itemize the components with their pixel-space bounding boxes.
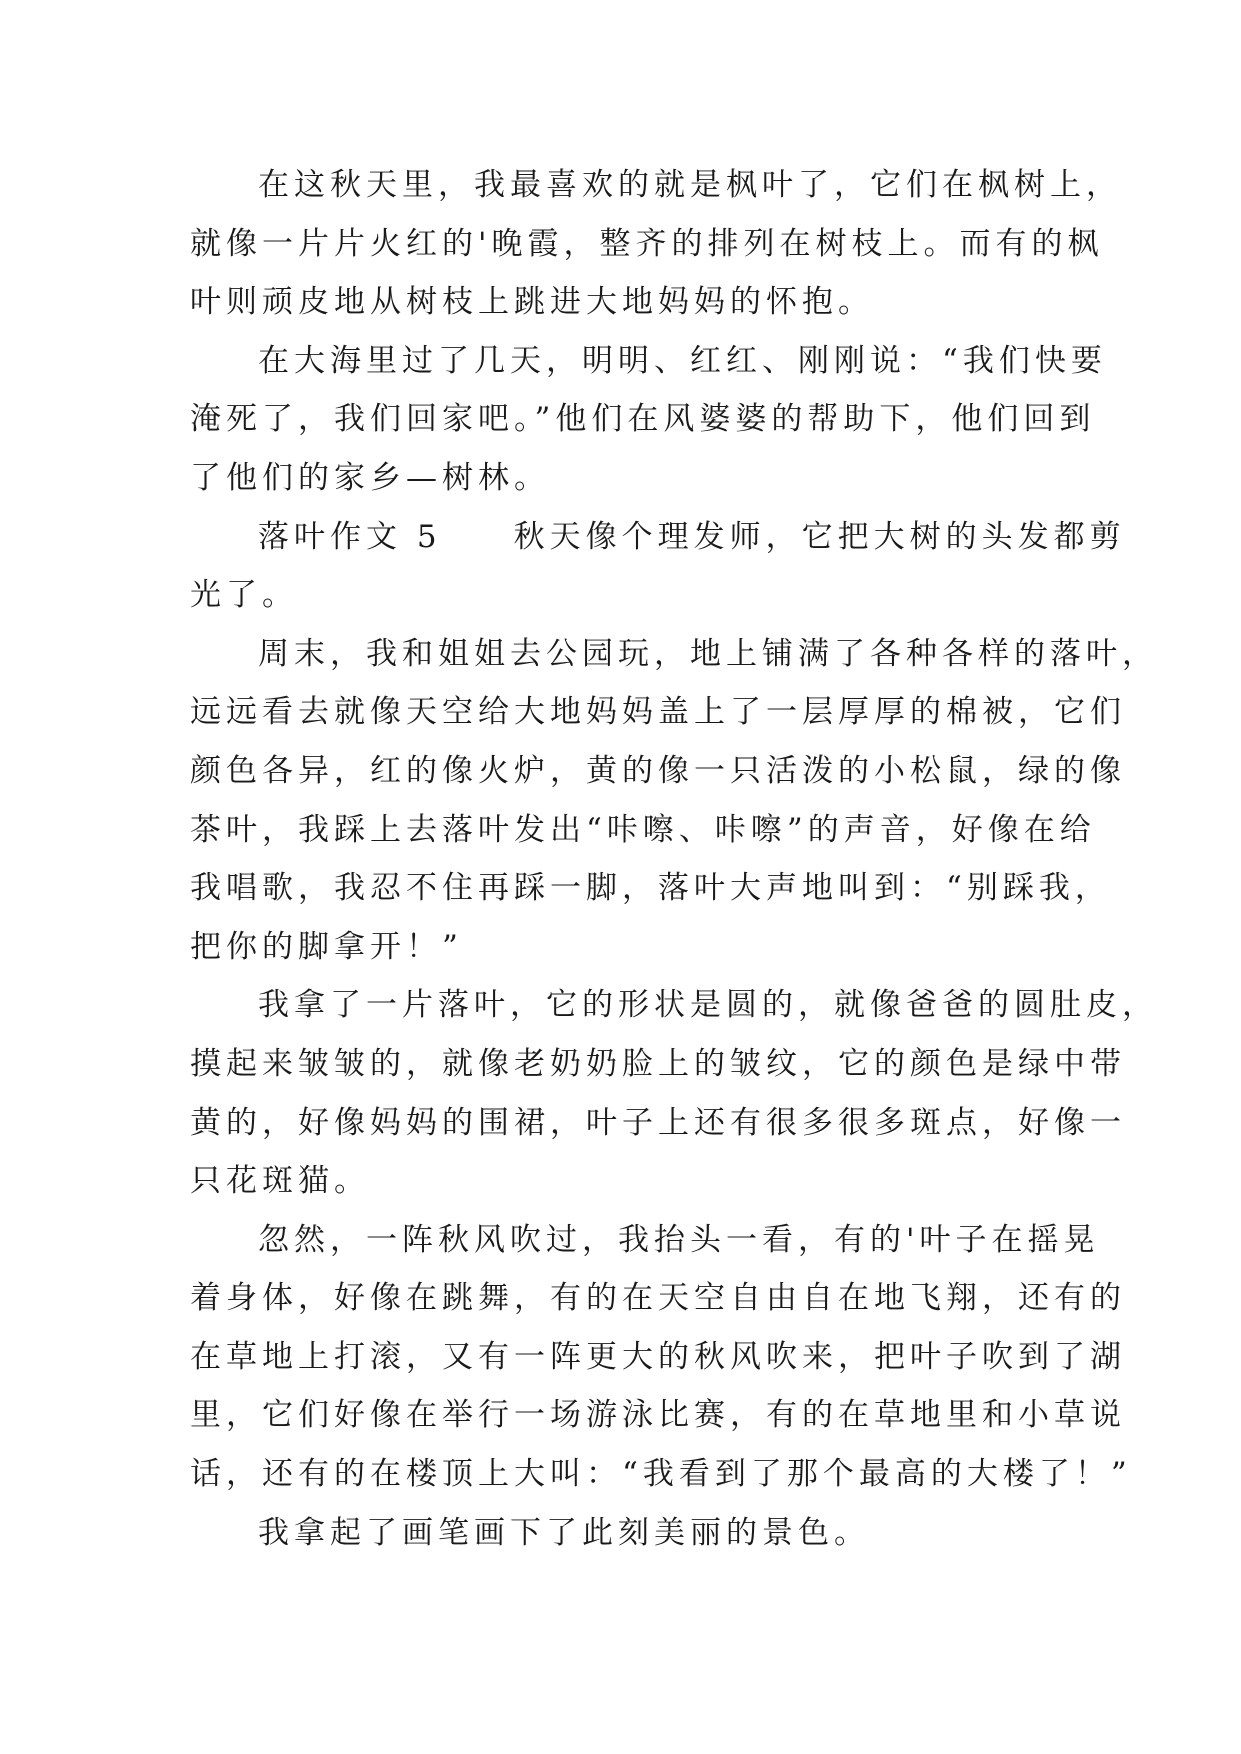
text-line: 把你的脚拿开！” [190,928,463,965]
text-line: 在大海里过了几天，明明、红红、刚刚说：“我们快要 [258,342,1107,379]
essay-body [190,156,1158,1562]
text-line: 忽然，一阵秋风吹过，我抬头一看，有的'叶子在摇晃 [258,1221,1100,1258]
text-line: 颜色各异，红的像火炉，黄的像一只活泼的小松鼠，绿的像 [190,752,1126,789]
text-line: 话，还有的在楼顶上大叫：“我看到了那个最高的大楼了！” [190,1456,1132,1493]
text-line: 着身体，好像在跳舞，有的在天空自由自在地飞翔，还有的 [190,1280,1126,1317]
text-line: 我唱歌，我忍不住再踩一脚，落叶大声地叫到：“别踩我， [190,870,1111,907]
text-line: 叶则顽皮地从树枝上跳进大地妈妈的怀抱。 [190,284,874,321]
text-line: 黄的，好像妈妈的围裙，叶子上还有很多很多斑点，好像一 [190,1104,1126,1141]
text-line: 了他们的家乡—树林。 [190,459,550,496]
text-line: 我拿起了画笔画下了此刻美丽的景色。 [258,1514,870,1551]
text-line: 就像一片片火红的'晚霞，整齐的排列在树枝上。而有的枫 [190,225,1104,262]
text-line: 只花斑猫。 [190,1163,370,1200]
text-line: 在这秋天里，我最喜欢的就是枫叶了，它们在枫树上， [258,167,1122,203]
text-line: 周末，我和姐姐去公园玩，地上铺满了各种各样的落叶， [258,635,1158,672]
section-heading-line: 落叶作文 5 秋天像个理发师，它把大树的头发都剪 [258,518,1126,555]
text-line: 远远看去就像天空给大地妈妈盖上了一层厚厚的棉被，它们 [190,694,1126,731]
text-line: 光了。 [190,577,298,614]
text-line: 茶叶，我踩上去落叶发出“咔嚓、咔嚓”的声音，好像在给 [190,811,1096,848]
text-line: 摸起来皱皱的，就像老奶奶脸上的皱纹，它的颜色是绿中带 [190,1045,1126,1082]
text-line: 里，它们好像在举行一场游泳比赛，有的在草地里和小草说 [190,1397,1126,1434]
text-line: 淹死了，我们回家吧。”他们在风婆婆的帮助下，他们回到 [190,401,1096,438]
text-line: 我拿了一片落叶，它的形状是圆的，就像爸爸的圆肚皮， [258,987,1158,1024]
text-line: 在草地上打滚，又有一阵更大的秋风吹来，把叶子吹到了湖 [190,1338,1126,1375]
